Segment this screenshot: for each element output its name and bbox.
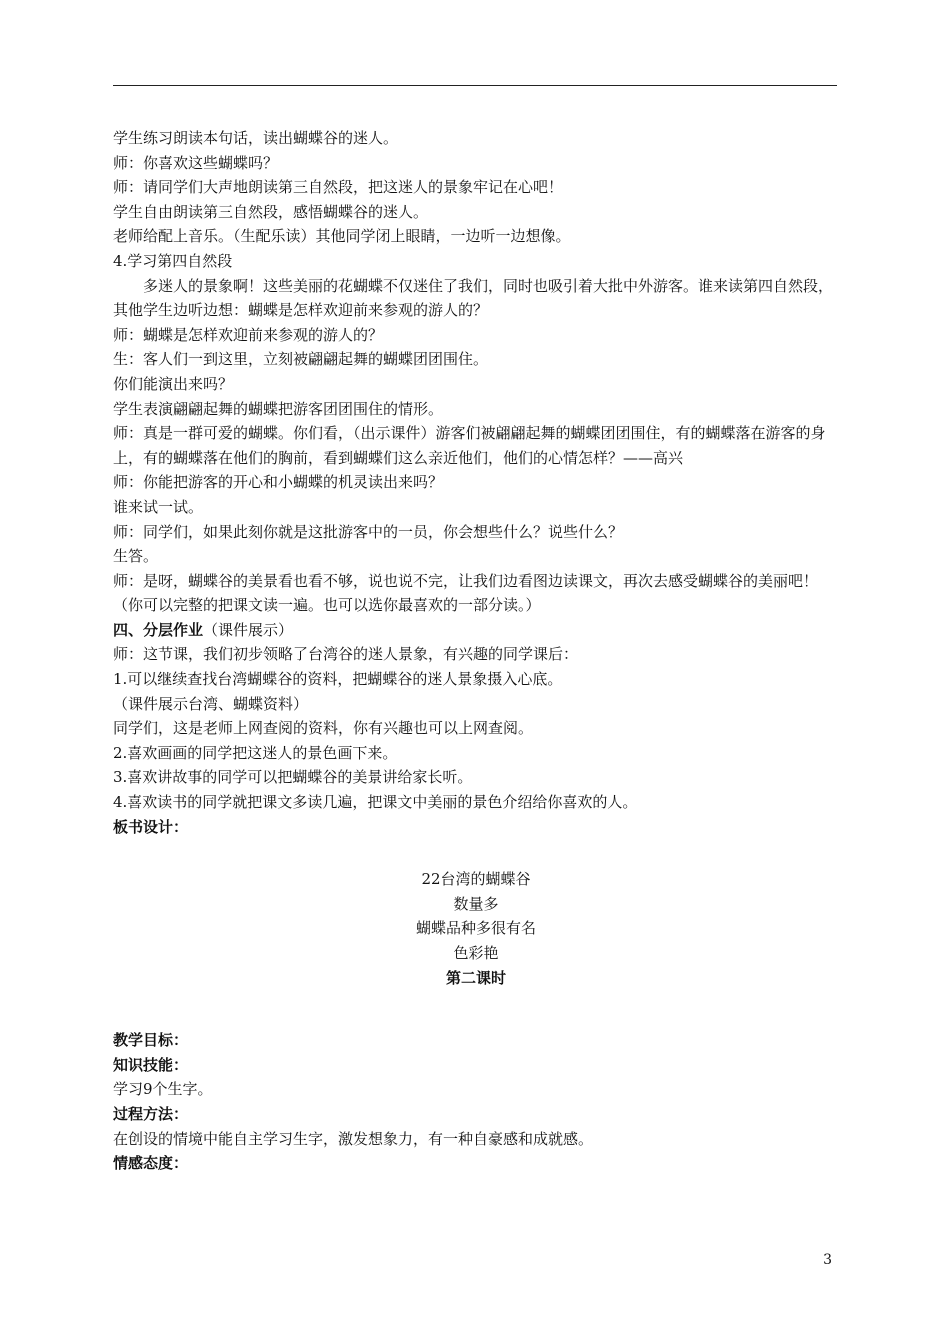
- objectives-section: [113, 1028, 839, 1176]
- homework-heading-text: 四、分层作业: [113, 620, 204, 639]
- homework-line: （课件展示台湾、蝴蝶资料）: [113, 694, 309, 713]
- homework-heading: [113, 618, 839, 643]
- paragraph: 师：真是一群可爱的蝴蝶。你们看，（出示课件）游客们被翩翩起舞的蝴蝶团团围住，有的蝴蝶落在游客的身上，有的蝴蝶落在他们的胸前，看到蝴蝶们这么亲近他们，他们的心情怎样？——高兴: [113, 424, 826, 467]
- process-heading: 过程方法：: [113, 1104, 189, 1123]
- knowledge-text: 学习9个生字。: [113, 1080, 213, 1099]
- homework-line: 3.喜欢讲故事的同学可以把蝴蝶谷的美景讲给家长听。: [113, 768, 473, 787]
- page-number: 3: [823, 1252, 832, 1268]
- homework-line: 4.喜欢读书的同学就把课文多读几遍，把课文中美丽的景色介绍给你喜欢的人。: [113, 793, 638, 812]
- emotion-heading: 情感态度：: [113, 1154, 189, 1173]
- paragraph: 师：你能把游客的开心和小蝴蝶的机灵读出来吗？: [113, 473, 444, 492]
- document-body: [113, 126, 839, 1176]
- paragraph: 你们能演出来吗？: [113, 374, 234, 393]
- paragraph: 生答。: [113, 547, 159, 566]
- homework-heading-note: （课件展示）: [203, 620, 294, 639]
- paragraph: 师：请同学们大声地朗读第三自然段，把这迷人的景象牢记在心吧！: [113, 178, 564, 197]
- paragraph: 多迷人的景象啊！这些美丽的花蝴蝶不仅迷住了我们，同时也吸引着大批中外游客。谁来读第四自然段，其他学生边听边想：蝴蝶是怎样欢迎前来参观的游人的？: [113, 276, 834, 320]
- process-text: 在创设的情境中能自主学习生字，激发想象力，有一种自豪感和成就感。: [113, 1129, 594, 1148]
- paragraph: 师：蝴蝶是怎样欢迎前来参观的游人的？: [113, 325, 384, 344]
- section-step: 4.学习第四自然段: [113, 251, 233, 270]
- board-line: 22台湾的蝴蝶谷: [421, 870, 531, 889]
- paragraph: 学生自由朗读第三自然段，感悟蝴蝶谷的迷人。: [113, 202, 429, 221]
- paragraph: 学生练习朗读本句话，读出蝴蝶谷的迷人。: [113, 129, 399, 147]
- board-design: [113, 867, 839, 965]
- paragraph: 师：同学们，如果此刻你就是这批游客中的一员，你会想些什么？说些什么？: [113, 522, 624, 541]
- paragraph: 谁来试一试。: [113, 497, 204, 516]
- knowledge-heading: 知识技能：: [113, 1055, 189, 1074]
- header-rule: [113, 85, 837, 86]
- lesson-title: 第二课时: [445, 968, 506, 987]
- board-line: 色彩艳: [453, 944, 499, 962]
- homework-line: 同学们，这是老师上网查阅的资料，你有兴趣也可以上网查阅。: [113, 719, 534, 738]
- homework-line: 2.喜欢画画的同学把这迷人的景色画下来。: [113, 743, 398, 762]
- homework-line: 师：这节课，我们初步领略了台湾谷的迷人景象，有兴趣的同学课后：: [113, 645, 579, 664]
- objectives-heading: 教学目标：: [113, 1031, 189, 1050]
- paragraph: 学生表演翩翩起舞的蝴蝶把游客团团围住的情形。: [113, 399, 444, 418]
- paragraph: 师：是呀，蝴蝶谷的美景看也看不够，说也说不完，让我们边看图边读课文，再次去感受蝴蝶谷的美丽吧！（你可以完整的把课文读一遍。也可以选你最喜欢的一部分读。）: [113, 571, 819, 615]
- paragraph: 老师给配上音乐。（生配乐读）其他同学闭上眼睛，一边听一边想像。: [113, 227, 571, 246]
- board-line: 数量多: [453, 894, 499, 913]
- paragraph: 生：客人们一到这里，立刻被翩翩起舞的蝴蝶团团围住。: [113, 350, 489, 369]
- paragraph: 师：你喜欢这些蝴蝶吗？: [113, 153, 279, 172]
- board-heading: 板书设计：: [113, 817, 189, 836]
- homework-line: 1.可以继续查找台湾蝴蝶谷的资料，把蝴蝶谷的迷人景象摄入心底。: [113, 670, 563, 689]
- board-line: 蝴蝶品种多很有名: [415, 919, 536, 938]
